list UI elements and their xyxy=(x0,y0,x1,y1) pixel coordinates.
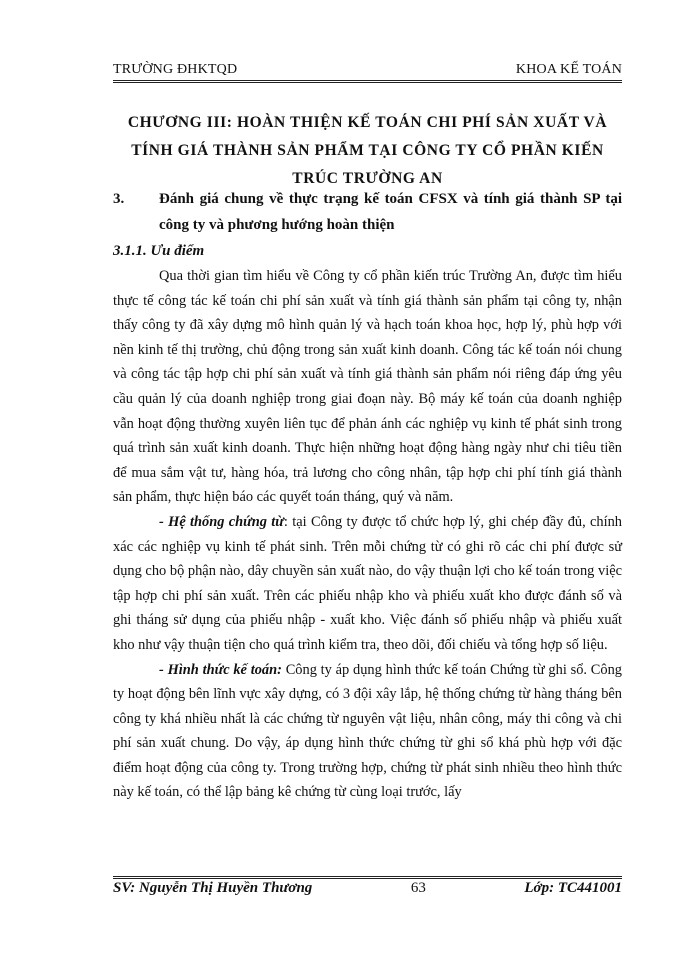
documents-label: - Hệ thống chứng từ xyxy=(159,513,284,530)
section-number: 3. xyxy=(113,191,125,207)
paragraph-accounting-form xyxy=(113,658,622,806)
footer-divider xyxy=(113,876,622,879)
body-text xyxy=(113,264,622,805)
accounting-form-text: Công ty áp dụng hình thức kế toán Chứng từ ghi sổ. Công ty hoạt động bên lĩnh vực xây dựng, có 3 đội xây lắp, hệ thống chứng từ hàng tháng bên công ty khá nhiều nhất là các chứng từ nguyên vật liệu, nhân công, máy thi công và chi phí sản xuất chung. Do vậy, áp dụng hình thức chứng từ ghi sổ khá phù hợp với đặc điểm hoạt động của công ty. Trong trường hợp, chứng từ phát sinh nhiều theo hình thức này kế toán, có thể lập bảng kê chứng từ cùng loại trước, lấy xyxy=(113,661,622,801)
subsection-number: 3.1.1. xyxy=(113,243,147,259)
paragraph-documents xyxy=(113,510,622,658)
documents-text: : tại Công ty được tổ chức hợp lý, ghi chép đầy đủ, chính xác các nghiệp vụ kinh tế phát sinh. Trên mỗi chứng từ có ghi rõ các chi phí được sử dụng cho bộ phận nào, dây chuyền sản xuất nào, do vậy thuận lợi cho kế toán trong việc tập hợp chi phí sản xuất. Trên các phiếu nhập kho và phiếu xuất kho được đánh số và ghi tháng sử dụng của phiếu nhập - xuất kho. Việc đánh số phiếu nhập và phiếu xuất kho như vậy thuận tiện cho quá trình kiểm tra, theo dõi, đối chiếu và tổng hợp số liệu. xyxy=(113,513,622,653)
paragraph-overview: Qua thời gian tìm hiểu về Công ty cổ phần kiến trúc Trường An, được tìm hiểu thực tế công tác kế toán chi phí sản xuất và tính giá thành sản phẩm tại công ty, nhận thấy công ty đã xây dựng mô hình quản lý và hạch toán khoa học, hợp lý, phù hợp với nền kinh tế thị trường, chủ động trong sản xuất kinh doanh. Công tác kế toán nói chung và công tác tập hợp chi phí sản xuất và tính giá thành sản phẩm nói riêng đáp ứng yêu cầu quản lý của doanh nghiệp trong giai đoạn này. Bộ máy kế toán của doanh nghiệp vẫn hoạt động thường xuyên liên tục để phản ánh các nghiệp vụ kinh tế phát sinh trong quá trình sản xuất kinh doanh. Thực hiện những hoạt động hàng ngày như chi tiêu tiền để mua sắm vật tư, hàng hóa, trả lương cho công nhân, tập hợp chi phí tính giá thành sản phẩm, thực hiện báo các quyết toán tháng, quý và năm. xyxy=(113,268,622,506)
section-heading xyxy=(113,186,622,238)
page-footer xyxy=(113,880,622,897)
page-header xyxy=(113,52,622,78)
header-divider xyxy=(113,80,622,83)
page-number: 63 xyxy=(410,880,426,896)
section-title: Đánh giá chung về thực trạng kế toán CFSX và tính giá thành SP tại công ty và phương hướng hoàn thiện xyxy=(159,191,622,233)
subsection-heading xyxy=(113,240,204,262)
footer-student: SV: Nguyễn Thị Huyền Thương xyxy=(113,880,313,896)
header-school: TRƯỜNG ĐHKTQD xyxy=(113,62,238,77)
footer-class: Lớp: TC441001 xyxy=(524,880,622,896)
header-faculty: KHOA KẾ TOÁN xyxy=(515,62,622,77)
subsection-title: Ưu điểm xyxy=(150,243,205,259)
chapter-title: CHƯƠNG III: HOÀN THIỆN KẾ TOÁN CHI PHÍ SẢN XUẤT VÀ TÍNH GIÁ THÀNH SẢN PHẨM TẠI CÔNG TY CỔ PHẦN KIẾN TRÚC TRƯỜNG AN xyxy=(127,114,608,187)
accounting-form-label: - Hình thức kế toán: xyxy=(159,661,282,678)
